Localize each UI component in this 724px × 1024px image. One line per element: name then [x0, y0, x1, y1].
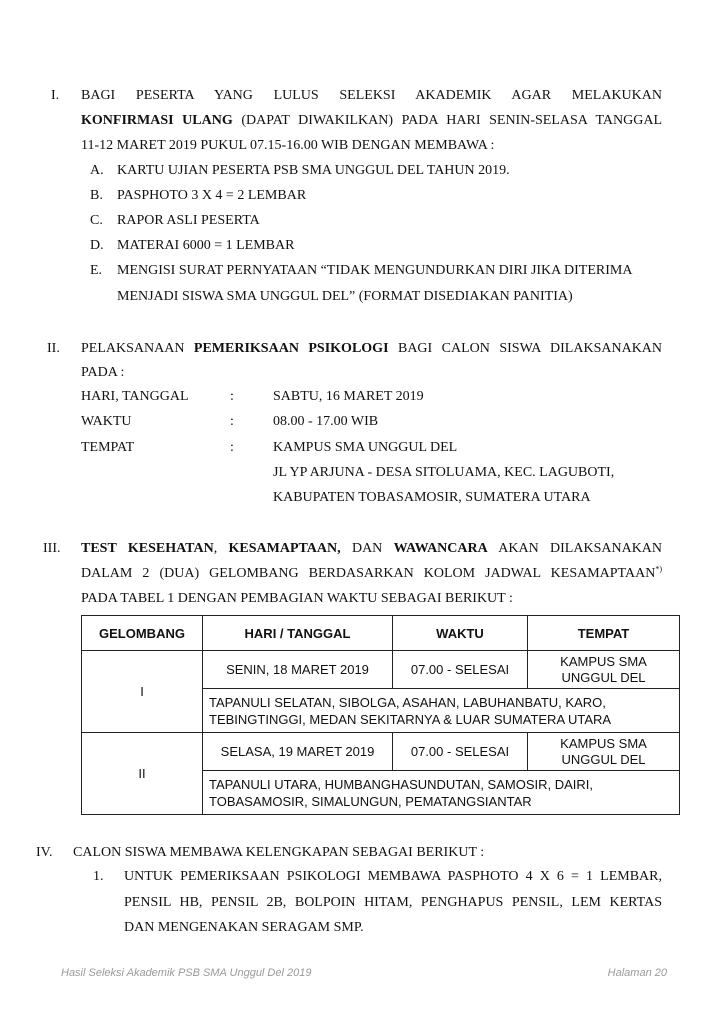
pemeriksaan-psikologi-bold: PEMERIKSAAN PSIKOLOGI [193, 341, 389, 356]
header-gelombang: GELOMBANG [82, 616, 203, 651]
page-number: Halaman 20 [607, 967, 667, 979]
wave-place-line-1: KAMPUS SMA [560, 735, 647, 751]
wave-regions [203, 689, 680, 733]
wave-regions-line-1: TAPANULI SELATAN, SIBOLGA, ASAHAN, LABUHANBATU, KARO, [209, 694, 606, 710]
detail-value: SABTU, 16 MARET 2019 [273, 389, 424, 404]
detail-label: TEMPAT [81, 440, 135, 455]
section-4-item-line-3: DAN MENGENAKAN SERAGAM SMP. [124, 920, 364, 935]
header-tempat: TEMPAT [528, 616, 680, 651]
wave-place-line-2: UNGGUL DEL [561, 669, 646, 685]
section-1-line-1: BAGI PESERTA YANG LULUS SELEKSI AKADEMIK AGAR MELAKUKAN [81, 88, 662, 103]
detail-value: 08.00 - 17.00 WIB [273, 414, 379, 429]
comma: , [213, 541, 218, 556]
wave-date: SELASA, 19 MARET 2019 [203, 733, 393, 771]
footnote-marker: *) [655, 564, 662, 574]
address-line-1: JL YP ARJUNA - DESA SITOLUAMA, KEC. LAGUBOTI, [273, 465, 615, 480]
section-4-item-line-2: PENSIL HB, PENSIL 2B, BOLPOIN HITAM, PENGHAPUS PENSIL, LEM KERTAS [124, 895, 662, 910]
list-item-continuation: MENJADI SISWA SMA UNGGUL DEL” (FORMAT DISEDIAKAN PANITIA) [117, 289, 573, 304]
section-2-line-2: PADA : [81, 365, 125, 380]
section-3-line-3: PADA TABEL 1 DENGAN PEMBAGIAN WAKTU SEBAGAI BERIKUT : [81, 591, 513, 606]
wave-place-line-2: UNGGUL DEL [561, 751, 646, 767]
header-waktu: WAKTU [393, 616, 528, 651]
table-row [82, 651, 680, 689]
list-letter: E. [90, 263, 103, 278]
list-item: KARTU UJIAN PESERTA PSB SMA UNGGUL DEL TAHUN 2019. [117, 163, 510, 178]
section-2-line-1 [81, 341, 662, 357]
list-item: PASPHOTO 3 X 4 = 2 LEMBAR [117, 188, 307, 203]
section-4-item-line-1: UNTUK PEMERIKSAAN PSIKOLOGI MEMBAWA PASPHOTO 4 X 6 = 1 LEMBAR, [124, 869, 662, 884]
wave-place [528, 651, 680, 689]
list-item: MATERAI 6000 = 1 LEMBAR [117, 238, 295, 253]
section-1-line-2 [81, 113, 662, 129]
detail-colon: : [230, 414, 234, 429]
wave-number: I [82, 651, 203, 733]
wave-regions-line-2: TEBINGTINGGI, MEDAN SEKITARNYA & LUAR SUMATERA UTARA [209, 711, 612, 727]
wave-place [528, 733, 680, 771]
table-row [82, 733, 680, 771]
list-letter: A. [90, 163, 104, 178]
section-3-line-2-text: DALAM 2 (DUA) GELOMBANG BERDASARKAN KOLOM JADWAL KESAMAPTAAN [81, 566, 656, 581]
wave-regions-line-1: TAPANULI UTARA, HUMBANGHASUNDUTAN, SAMOSIR, DAIRI, [209, 776, 594, 792]
section-4-item-number: 1. [93, 869, 104, 884]
section-2-line-1-pre: PELAKSANAAN [81, 341, 185, 356]
table-header-row [82, 616, 680, 651]
detail-colon: : [230, 389, 234, 404]
list-item: RAPOR ASLI PESERTA [117, 213, 260, 228]
section-1-line-3: 11-12 MARET 2019 PUKUL 07.15-16.00 WIB DENGAN MEMBAWA : [81, 138, 495, 153]
section-3-numeral: III. [43, 541, 61, 556]
wave-date: SENIN, 18 MARET 2019 [203, 651, 393, 689]
list-item: MENGISI SURAT PERNYATAAN “TIDAK MENGUNDURKAN DIRI JIKA DITERIMA [117, 263, 633, 278]
section-3-line-1 [81, 541, 662, 557]
detail-colon: : [230, 440, 234, 455]
wave-regions [203, 771, 680, 815]
section-2-numeral: II. [47, 341, 60, 356]
wave-time: 07.00 - SELESAI [393, 733, 528, 771]
list-letter: B. [90, 188, 103, 203]
list-letter: C. [90, 213, 103, 228]
list-letter: D. [90, 238, 104, 253]
detail-label: WAKTU [81, 414, 132, 429]
wawancara-bold: WAWANCARA [393, 541, 488, 556]
schedule-table [81, 615, 680, 815]
section-1-numeral: I. [51, 88, 60, 103]
wave-place-line-1: KAMPUS SMA [560, 653, 647, 669]
wave-time: 07.00 - SELESAI [393, 651, 528, 689]
wave-number: II [82, 733, 203, 815]
and-word: DAN [351, 541, 383, 556]
section-1-line-2-rest: (DAPAT DIWAKILKAN) PADA HARI SENIN-SELASA TANGGAL [241, 113, 663, 128]
header-hari-tanggal: HARI / TANGGAL [203, 616, 393, 651]
section-2-line-1-post: BAGI CALON SISWA DILAKSANAKAN [397, 341, 663, 356]
detail-label: HARI, TANGGAL [81, 389, 189, 404]
wave-regions-line-2: TOBASAMOSIR, SIMALUNGUN, PEMATANGSIANTAR [209, 793, 532, 809]
section-4-numeral: IV. [36, 845, 53, 860]
section-3-line-1-post: AKAN DILAKSANAKAN [498, 541, 663, 556]
konfirmasi-ulang-bold: KONFIRMASI ULANG [81, 113, 233, 128]
kesamaptaan-bold: KESAMAPTAAN, [228, 541, 341, 556]
detail-value: KAMPUS SMA UNGGUL DEL [273, 440, 458, 455]
footer-title: Hasil Seleksi Akademik PSB SMA Unggul Del 2019 [61, 967, 312, 979]
test-kesehatan-bold: TEST KESEHATAN [81, 541, 214, 556]
section-3-line-2 [81, 566, 662, 582]
address-line-2: KABUPATEN TOBASAMOSIR, SUMATERA UTARA [273, 490, 591, 505]
section-4-line-1: CALON SISWA MEMBAWA KELENGKAPAN SEBAGAI BERIKUT : [73, 845, 485, 860]
